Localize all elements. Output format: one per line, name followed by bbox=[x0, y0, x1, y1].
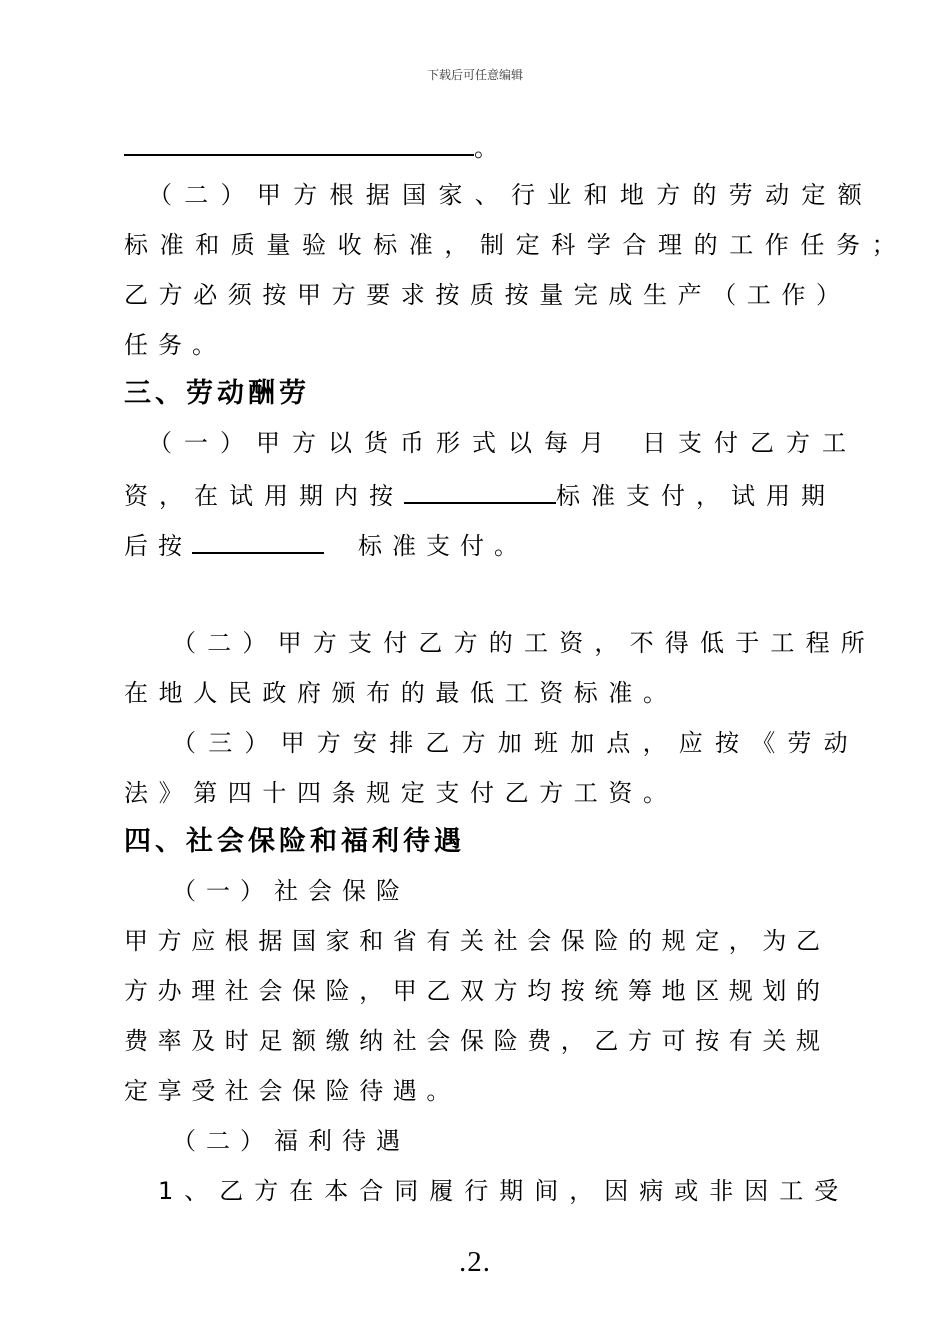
paragraph-line: 甲方应根据国家和省有关社会保险的规定，为乙 bbox=[124, 927, 830, 955]
blank-field bbox=[192, 530, 324, 554]
line-text: 标准支付。 bbox=[358, 532, 528, 560]
paragraph-line: （二）甲方根据国家、行业和地方的劳动定额 bbox=[148, 181, 874, 209]
blank-field bbox=[124, 132, 474, 156]
section-heading: 三、劳动酬劳 bbox=[124, 378, 310, 409]
blank-field bbox=[404, 480, 556, 504]
page-header-note: 下载后可任意编辑 bbox=[426, 68, 523, 82]
page-number: .2. bbox=[459, 1246, 491, 1278]
line-text: 后按 bbox=[124, 532, 192, 560]
paragraph-line bbox=[124, 480, 836, 511]
paragraph-line: 定享受社会保险待遇。 bbox=[124, 1077, 460, 1105]
paragraph-line: 乙方必须按甲方要求按质按量完成生产（工作） bbox=[124, 281, 851, 309]
section-heading: 四、社会保险和福利待遇 bbox=[124, 826, 465, 857]
paragraph-line: （二）福利待遇 bbox=[172, 1127, 410, 1155]
paragraph-line bbox=[124, 132, 498, 163]
paragraph-line: 任务。 bbox=[124, 331, 226, 359]
line-text: 标准支付，试用期 bbox=[556, 482, 836, 510]
line-text: 日支付乙方工 bbox=[642, 429, 858, 457]
paragraph-line: 1、乙方在本合同履行期间，因病或非因工受 bbox=[158, 1177, 850, 1205]
paragraph-line: 法》第四十四条规定支付乙方工资。 bbox=[124, 779, 678, 807]
paragraph-line: 在地人民政府颁布的最低工资标准。 bbox=[124, 679, 678, 707]
line-text: 。 bbox=[474, 134, 498, 162]
line-text: 资，在试用期内按 bbox=[124, 482, 404, 510]
paragraph-line: 费率及时足额缴纳社会保险费，乙方可按有关规 bbox=[124, 1027, 830, 1055]
line-text: （一）甲方以货币形式以每月 bbox=[148, 429, 616, 457]
paragraph-line: （三）甲方安排乙方加班加点，应按《劳动 bbox=[172, 729, 860, 757]
paragraph-line bbox=[124, 530, 528, 561]
paragraph-line bbox=[148, 428, 858, 458]
paragraph-line: （二）甲方支付乙方的工资，不得低于工程所 bbox=[172, 629, 876, 657]
paragraph-line: （一）社会保险 bbox=[172, 877, 410, 905]
paragraph-line: 方办理社会保险，甲乙双方均按统筹地区规划的 bbox=[124, 977, 830, 1005]
paragraph-line: 标准和质量验收标准，制定科学合理的工作任务； bbox=[124, 231, 908, 259]
